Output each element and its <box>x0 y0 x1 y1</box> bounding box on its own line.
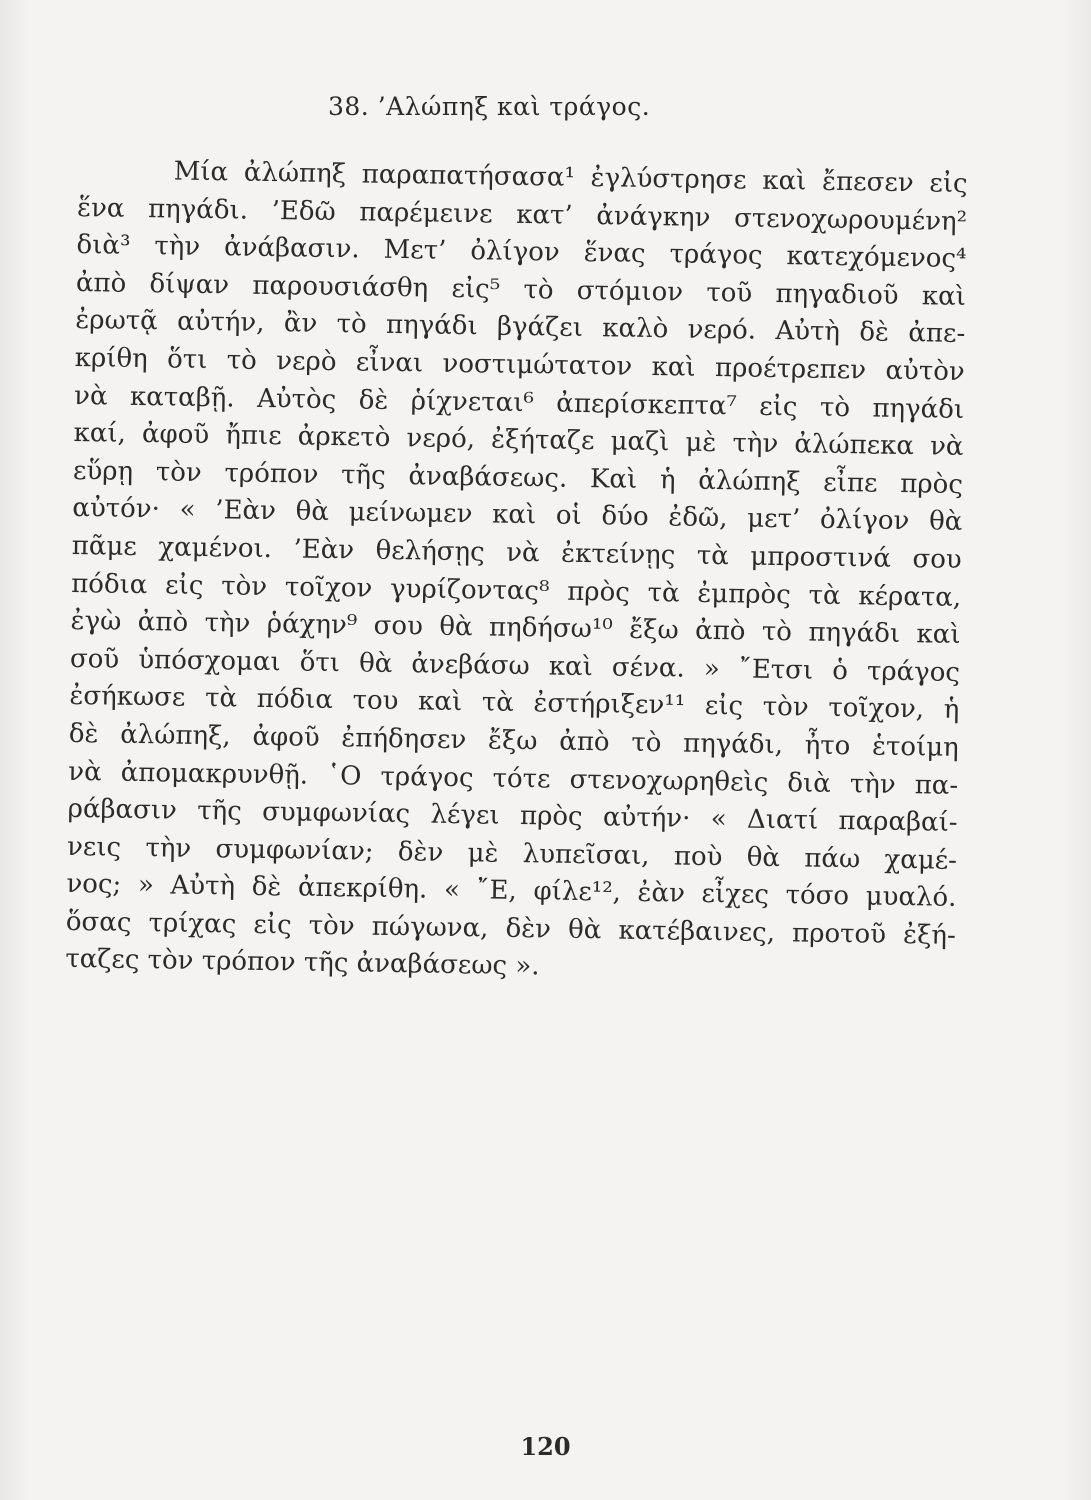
text-line: εὕρῃ τὸν τρόπον τῆς ἀναβάσεως. Καὶ ἡ ἀλώπηξ εἶπε πρὸς <box>72 455 964 500</box>
text-line: ἕνα πηγάδι. ’Εδῶ παρέμεινε κατ’ ἀνάγκην στενοχωρουμένη² <box>76 192 968 237</box>
fable-title: 38. ’Αλώπηξ καὶ τράγος. <box>328 92 651 121</box>
page-number: 120 <box>520 1432 571 1461</box>
text-line: δὲ ἀλώπηξ, ἀφοῦ ἐπήδησεν ἔξω ἀπὸ τὸ πηγάδι, ἦτο ἑτοίμη <box>68 718 959 763</box>
text-line: ράβασιν τῆς συμφωνίας λέγει πρὸς αὐτήν· « Διατί παραβαί- <box>67 794 958 838</box>
text-line: κρίθη ὅτι τὸ νερὸ εἶναι νοστιμώτατον καὶ προέτρεπεν αὐτὸν <box>74 342 965 387</box>
text-line: ταζες τὸν τρόπον τῆς ἀναβάσεως ». <box>65 944 540 982</box>
text-line: διὰ³ τὴν ἀνάβασιν. Μετ’ ὀλίγον ἕνας τράγος κατεχόμενος⁴ <box>76 230 967 275</box>
text-line: νὰ καταβῇ. Αὐτὸς δὲ ῥίχνεται⁶ ἀπερίσκεπτα⁷ εἰς τὸ πηγάδι <box>73 380 965 425</box>
text-line: νεις τὴν συμφωνίαν; δὲν μὲ λυπεῖσαι, ποὺ θὰ πάω χαμέ- <box>66 831 958 876</box>
text-line: πόδια εἰς τὸν τοῖχον γυρίζοντας⁸ πρὸς τὰ ἐμπρὸς τὰ κέρατα, <box>70 568 962 613</box>
text-line: αὐτόν· « ’Εὰν θὰ μείνωμεν καὶ οἱ δύο ἐδῶ, μετ’ ὀλίγον θὰ <box>72 493 963 538</box>
text-line: ὅσας τρίχας εἰς τὸν πώγωνα, δὲν θὰ κατέβαινες, προτοῦ ἐξή- <box>65 906 957 951</box>
text-line: ἐρωτᾷ αὐτήν, ἂν τὸ πηγάδι βγάζει καλὸ νερό. Αὐτὴ δὲ ἀπε- <box>75 305 966 350</box>
text-line: ἐσήκωσε τὰ πόδια του καὶ τὰ ἐστήριξεν¹¹ εἰς τὸν τοῖχον, ἡ <box>69 681 960 726</box>
text-line: πᾶμε χαμένοι. ’Εὰν θελήσῃς νὰ ἐκτείνῃς τὰ μπροστινά σου <box>71 530 962 575</box>
text-line: νος; » Αὐτὴ δὲ ἀπεκρίθη. « ῎Ε, φίλε¹², ἐὰν εἶχες τόσο μυαλό. <box>66 869 957 914</box>
text-line: νὰ ἀπομακρυνθῇ. ῾Ο τράγος τότε στενοχωρηθεὶς διὰ τὴν πα- <box>68 756 959 801</box>
text-line: ἐγὼ ἀπὸ τὴν ῥάχην⁹ σου θὰ πηδήσω¹⁰ ἔξω ἀπὸ τὸ πηγάδι καὶ <box>70 606 961 651</box>
text-line: Μία ἀλώπηξ παραπατήσασα¹ ἐγλύστρησε καὶ ἔπεσεν εἰς <box>173 156 968 199</box>
text-line: σοῦ ὑπόσχομαι ὅτι θὰ ἀνεβάσω καὶ σένα. » ῎Ετσι ὁ τράγος <box>69 643 961 688</box>
text-line: καί, ἀφοῦ ἤπιε ἀρκετὸ νερό, ἐξήταζε μαζὶ μὲ τὴν ἀλώπεκα νὰ <box>73 418 964 463</box>
text-line: ἀπὸ δίψαν παρουσιάσθη εἰς⁵ τὸ στόμιον τοῦ πηγαδιοῦ καὶ <box>75 267 967 312</box>
fable-text <box>65 152 968 993</box>
